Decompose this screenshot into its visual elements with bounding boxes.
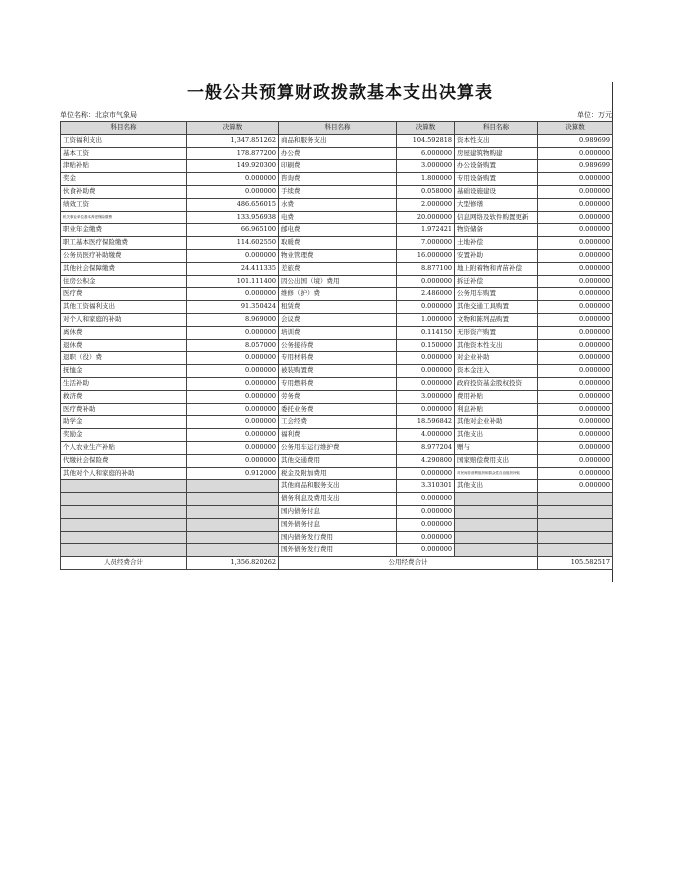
amount-cell: 0.114150: [397, 326, 455, 339]
item-name-cell: 基础设施建设: [455, 185, 538, 198]
item-name-cell: 其他工资福利支出: [61, 301, 187, 314]
table-row: [61, 454, 613, 467]
amount-cell: 0.000000: [187, 288, 279, 301]
item-name-cell: 医疗费补助: [61, 403, 187, 416]
amount-cell: 0.989699: [538, 160, 613, 173]
item-name-cell: 文物和陈列品购置: [455, 313, 538, 326]
amount-cell: 0.000000: [397, 352, 455, 365]
amount-cell: 0.000000: [538, 313, 613, 326]
amount-cell: 0.000000: [187, 352, 279, 365]
table-row: [61, 198, 613, 211]
item-name-cell: 专用燃料费: [279, 377, 397, 390]
table-row: [61, 531, 613, 544]
item-name-cell: 无形资产购置: [455, 326, 538, 339]
amount-cell: 20.000000: [397, 211, 455, 224]
item-name-cell: 大型修缮: [455, 198, 538, 211]
item-name-cell: 邮电费: [279, 224, 397, 237]
amount-cell: 0.000000: [538, 147, 613, 160]
item-name-cell: 租赁费: [279, 301, 397, 314]
item-name-cell: 个人农业生产补贴: [61, 441, 187, 454]
item-name-cell: 其他交通工具购置: [455, 301, 538, 314]
item-name-cell: 物资储备: [455, 224, 538, 237]
amount-cell: 0.000000: [538, 429, 613, 442]
amount-cell: 104.592818: [397, 134, 455, 147]
item-name-cell: [61, 518, 187, 531]
amount-cell: 0.000000: [187, 454, 279, 467]
amount-cell: 0.000000: [397, 544, 455, 557]
item-name-cell: [61, 493, 187, 506]
amount-cell: 0.000000: [538, 173, 613, 186]
table-row: [61, 352, 613, 365]
item-name-cell: 津贴补贴: [61, 160, 187, 173]
amount-cell: 24.411335: [187, 262, 279, 275]
totals-row: [61, 557, 613, 570]
amount-cell: 0.000000: [397, 467, 455, 480]
amount-cell: 0.150000: [397, 339, 455, 352]
item-name-cell: 其他对企业补助: [455, 416, 538, 429]
item-name-cell: 其他资本性支出: [455, 339, 538, 352]
table-row: [61, 390, 613, 403]
amount-cell: 16.000000: [397, 249, 455, 262]
item-name-cell: 对企业补助: [455, 352, 538, 365]
item-name-cell: 工会经费: [279, 416, 397, 429]
table-row: [61, 237, 613, 250]
amount-cell: 0.000000: [397, 403, 455, 416]
amount-cell: 486.656015: [187, 198, 279, 211]
amount-cell: 8.057000: [187, 339, 279, 352]
amount-cell: 0.000000: [538, 377, 613, 390]
amount-cell: 0.000000: [538, 339, 613, 352]
amount-cell: 0.000000: [538, 390, 613, 403]
item-name-cell: 取暖费: [279, 237, 397, 250]
item-name-cell: 公务用车运行维护费: [279, 441, 397, 454]
amount-cell: 0.000000: [187, 377, 279, 390]
amount-cell: 0.000000: [538, 416, 613, 429]
amount-cell: [187, 544, 279, 557]
amount-cell: 0.000000: [538, 249, 613, 262]
amount-cell: 3.310301: [397, 480, 455, 493]
item-name-cell: 费用补贴: [455, 390, 538, 403]
amount-cell: 0.000000: [187, 365, 279, 378]
item-name-cell: 退职（役）费: [61, 352, 187, 365]
table-row: [61, 288, 613, 301]
amount-cell: [187, 518, 279, 531]
table-row: [61, 275, 613, 288]
item-name-cell: 奖励金: [61, 429, 187, 442]
item-name-cell: 地上附着物和青苗补偿: [455, 262, 538, 275]
table-row: [61, 147, 613, 160]
item-name-cell: 印刷费: [279, 160, 397, 173]
item-name-cell: [61, 531, 187, 544]
amount-cell: 0.000000: [538, 301, 613, 314]
item-name-cell: 国外债务付息: [279, 518, 397, 531]
table-row: [61, 160, 613, 173]
item-name-cell: 其他支出: [455, 429, 538, 442]
table-row: [61, 185, 613, 198]
amount-cell: 2.486000: [397, 288, 455, 301]
item-name-cell: 专用设备购置: [455, 173, 538, 186]
item-name-cell: 机关事业单位基本养老保险缴费: [61, 211, 187, 224]
item-name-cell: 国内债务付息: [279, 505, 397, 518]
item-name-cell: [455, 505, 538, 518]
table-row: [61, 480, 613, 493]
item-name-cell: 职业年金缴费: [61, 224, 187, 237]
amount-cell: 0.000000: [187, 249, 279, 262]
header-cell: 决算数: [538, 122, 613, 135]
table-row: [61, 301, 613, 314]
item-name-cell: 国内债务发行费用: [279, 531, 397, 544]
item-name-cell: [61, 480, 187, 493]
amount-cell: 0.912000: [187, 467, 279, 480]
item-name-cell: 安置补助: [455, 249, 538, 262]
item-name-cell: 培训费: [279, 326, 397, 339]
item-name-cell: 工资福利支出: [61, 134, 187, 147]
amount-cell: 133.956938: [187, 211, 279, 224]
personnel-total-value: 1,356.820262: [187, 557, 279, 570]
table-row: [61, 249, 613, 262]
amount-cell: 0.000000: [538, 326, 613, 339]
amount-cell: 0.000000: [397, 301, 455, 314]
item-name-cell: 医疗费: [61, 288, 187, 301]
item-name-cell: 维修（护）费: [279, 288, 397, 301]
amount-cell: 114.602550: [187, 237, 279, 250]
amount-cell: 0.000000: [397, 505, 455, 518]
amount-cell: 0.000000: [397, 377, 455, 390]
amount-cell: [538, 505, 613, 518]
amount-cell: 91.350424: [187, 301, 279, 314]
amount-cell: [538, 531, 613, 544]
item-name-cell: 电费: [279, 211, 397, 224]
item-name-cell: 物业管理费: [279, 249, 397, 262]
item-name-cell: 委托业务费: [279, 403, 397, 416]
item-name-cell: 咨询费: [279, 173, 397, 186]
amount-cell: [187, 480, 279, 493]
amount-cell: 3.000000: [397, 390, 455, 403]
personnel-total-label: 人员经费合计: [61, 557, 187, 570]
amount-cell: 0.000000: [538, 275, 613, 288]
item-name-cell: 水费: [279, 198, 397, 211]
item-name-cell: 办公设备购置: [455, 160, 538, 173]
amount-cell: 2.000000: [397, 198, 455, 211]
amount-cell: 1.000000: [397, 313, 455, 326]
item-name-cell: 差旅费: [279, 262, 397, 275]
item-name-cell: 住房公积金: [61, 275, 187, 288]
item-name-cell: 利息补贴: [455, 403, 538, 416]
amount-cell: 0.000000: [187, 326, 279, 339]
amount-cell: 101.111400: [187, 275, 279, 288]
table-row: [61, 211, 613, 224]
item-name-cell: 土地补偿: [455, 237, 538, 250]
amount-cell: 8.877100: [397, 262, 455, 275]
amount-cell: [538, 544, 613, 557]
header-cell: 决算数: [187, 122, 279, 135]
expenditure-table: [60, 121, 613, 570]
item-name-cell: 奖金: [61, 173, 187, 186]
amount-cell: 0.000000: [538, 224, 613, 237]
public-total-value: 105.582517: [538, 557, 613, 570]
amount-cell: 18.596842: [397, 416, 455, 429]
table-row: [61, 493, 613, 506]
public-total-label: 公用经费合计: [279, 557, 538, 570]
page-title: 一般公共预算财政拨款基本支出决算表: [187, 83, 493, 103]
item-name-cell: 债务利息及费用支出: [279, 493, 397, 506]
item-name-cell: 国外债务发行费用: [279, 544, 397, 557]
item-name-cell: 基本工资: [61, 147, 187, 160]
item-name-cell: 抚恤金: [61, 365, 187, 378]
item-name-cell: 其他交通费用: [279, 454, 397, 467]
amount-cell: 178.877200: [187, 147, 279, 160]
item-name-cell: 会议费: [279, 313, 397, 326]
amount-cell: 4.000000: [397, 429, 455, 442]
item-name-cell: 职工基本医疗保险缴费: [61, 237, 187, 250]
item-name-cell: 手续费: [279, 185, 397, 198]
item-name-cell: 被装购置费: [279, 365, 397, 378]
amount-cell: 0.000000: [538, 198, 613, 211]
amount-cell: 8.969000: [187, 313, 279, 326]
item-name-cell: 信息网络及软件购置更新: [455, 211, 538, 224]
table-row: [61, 173, 613, 186]
amount-cell: 1,347.851262: [187, 134, 279, 147]
item-name-cell: 福利费: [279, 429, 397, 442]
amount-cell: 0.000000: [397, 493, 455, 506]
amount-cell: 0.000000: [538, 352, 613, 365]
item-name-cell: 其他支出: [455, 480, 538, 493]
item-name-cell: 政府投资基金股权投资: [455, 377, 538, 390]
amount-cell: 0.000000: [397, 531, 455, 544]
item-name-cell: 赠与: [455, 441, 538, 454]
amount-cell: 66.965100: [187, 224, 279, 237]
table-header-row: [61, 122, 613, 135]
amount-cell: 8.977204: [397, 441, 455, 454]
table-row: [61, 365, 613, 378]
amount-cell: 0.000000: [187, 441, 279, 454]
item-name-cell: 公务员医疗补助缴费: [61, 249, 187, 262]
item-name-cell: [61, 505, 187, 518]
amount-cell: 0.000000: [538, 441, 613, 454]
item-name-cell: 助学金: [61, 416, 187, 429]
amount-cell: 7.000000: [397, 237, 455, 250]
table-row: [61, 467, 613, 480]
amount-cell: 0.000000: [538, 211, 613, 224]
amount-cell: 0.000000: [187, 403, 279, 416]
item-name-cell: 税金及附加费用: [279, 467, 397, 480]
amount-cell: 0.000000: [187, 429, 279, 442]
item-name-cell: 商品和服务支出: [279, 134, 397, 147]
amount-cell: 0.000000: [187, 416, 279, 429]
table-row: [61, 429, 613, 442]
amount-cell: [187, 505, 279, 518]
table-row: [61, 441, 613, 454]
item-name-cell: 因公出国（境）费用: [279, 275, 397, 288]
table-row: [61, 313, 613, 326]
item-name-cell: [61, 544, 187, 557]
item-name-cell: 生活补助: [61, 377, 187, 390]
item-name-cell: 离休费: [61, 326, 187, 339]
table-row: [61, 224, 613, 237]
table-row: [61, 134, 613, 147]
item-name-cell: [455, 493, 538, 506]
amount-cell: 0.000000: [538, 480, 613, 493]
amount-cell: 0.000000: [397, 365, 455, 378]
item-name-cell: 房屋建筑物购建: [455, 147, 538, 160]
item-name-cell: 绩效工资: [61, 198, 187, 211]
table-row: [61, 339, 613, 352]
item-name-cell: 救济费: [61, 390, 187, 403]
header-cell: 科目名称: [61, 122, 187, 135]
table-row: [61, 377, 613, 390]
amount-cell: 0.000000: [538, 365, 613, 378]
amount-cell: 3.000000: [397, 160, 455, 173]
amount-cell: 4.290800: [397, 454, 455, 467]
amount-cell: [538, 493, 613, 506]
amount-cell: [187, 493, 279, 506]
item-name-cell: 劳务费: [279, 390, 397, 403]
item-name-cell: 公务接待费: [279, 339, 397, 352]
item-name-cell: [455, 518, 538, 531]
amount-cell: 1.972421: [397, 224, 455, 237]
amount-cell: 0.000000: [187, 185, 279, 198]
amount-cell: 0.058000: [397, 185, 455, 198]
amount-cell: 0.000000: [538, 467, 613, 480]
unit-label: 单位：万元: [577, 111, 612, 119]
item-name-cell: 对民间非营利组织和群众性自治组织补贴: [455, 467, 538, 480]
amount-cell: 0.989699: [538, 134, 613, 147]
item-name-cell: 拆迁补偿: [455, 275, 538, 288]
item-name-cell: 专用材料费: [279, 352, 397, 365]
item-name-cell: 代缴社会保险费: [61, 454, 187, 467]
amount-cell: 0.000000: [187, 173, 279, 186]
header-cell: 科目名称: [455, 122, 538, 135]
amount-cell: 0.000000: [397, 518, 455, 531]
table-row: [61, 262, 613, 275]
amount-cell: [187, 531, 279, 544]
amount-cell: 0.000000: [538, 262, 613, 275]
amount-cell: 0.000000: [538, 403, 613, 416]
table-row: [61, 326, 613, 339]
item-name-cell: 对个人和家庭的补助: [61, 313, 187, 326]
item-name-cell: 国家赔偿费用支出: [455, 454, 538, 467]
item-name-cell: 公务用车购置: [455, 288, 538, 301]
amount-cell: 0.000000: [187, 390, 279, 403]
table-row: [61, 505, 613, 518]
amount-cell: [538, 518, 613, 531]
amount-cell: 0.000000: [538, 185, 613, 198]
amount-cell: 0.000000: [538, 454, 613, 467]
table-row: [61, 416, 613, 429]
item-name-cell: [455, 531, 538, 544]
item-name-cell: 其他对个人和家庭的补助: [61, 467, 187, 480]
table-row: [61, 544, 613, 557]
header-cell: 决算数: [397, 122, 455, 135]
header-cell: 科目名称: [279, 122, 397, 135]
table-row: [61, 518, 613, 531]
unit-name: 单位名称：北京市气象局: [60, 111, 137, 119]
item-name-cell: 伙食补助费: [61, 185, 187, 198]
table-row: [61, 403, 613, 416]
item-name-cell: 其他社会保障缴费: [61, 262, 187, 275]
item-name-cell: [455, 544, 538, 557]
item-name-cell: 资本性支出: [455, 134, 538, 147]
amount-cell: 0.000000: [397, 275, 455, 288]
amount-cell: 0.000000: [538, 288, 613, 301]
amount-cell: 6.000000: [397, 147, 455, 160]
item-name-cell: 办公费: [279, 147, 397, 160]
amount-cell: 149.920300: [187, 160, 279, 173]
item-name-cell: 其他商品和服务支出: [279, 480, 397, 493]
item-name-cell: 退休费: [61, 339, 187, 352]
amount-cell: 1.800000: [397, 173, 455, 186]
amount-cell: 0.000000: [538, 237, 613, 250]
item-name-cell: 资本金注入: [455, 365, 538, 378]
